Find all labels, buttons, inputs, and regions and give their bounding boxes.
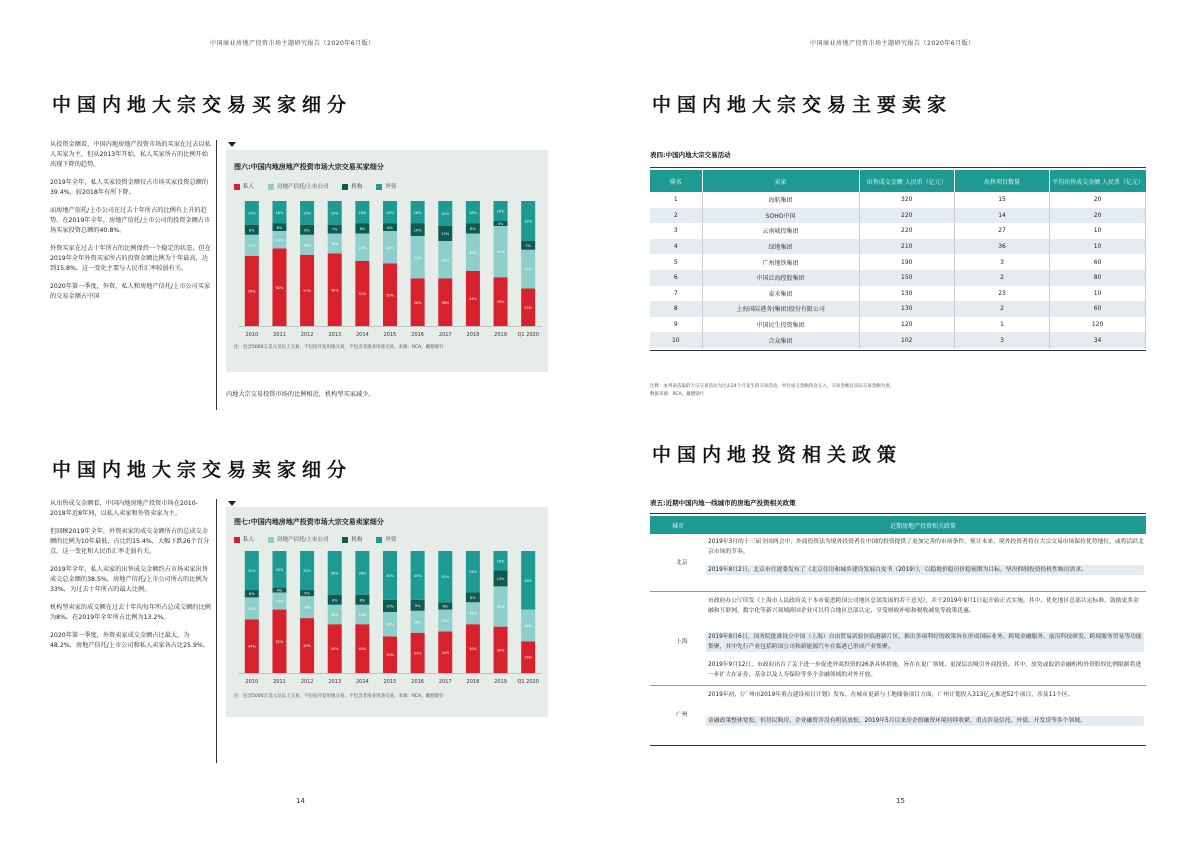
legend-label: 外资: [385, 537, 397, 543]
page-number-right: 15: [896, 797, 905, 805]
buyer-continuation: 内地大宗交易投资市场的比例相近，机构型买家减少。: [226, 391, 375, 398]
table-cell: 15: [954, 192, 1049, 208]
bar-value-label: 18%: [247, 606, 256, 611]
bar-value-label: 9%: [414, 603, 421, 608]
bar-value-label: 32%: [524, 219, 533, 224]
x-tick-label: 2019: [494, 332, 507, 338]
chart7-title: 图七:中国内地房地产投资市场大宗交易卖家细分: [234, 518, 384, 526]
chart7-note: 注：包含5000万美元及以上交易，不包括开发用地交易，不包含非商业用途交易。来源：RCA，戴德梁行: [234, 694, 444, 699]
table-cell: 320: [859, 192, 954, 208]
bar-value-label: 18%: [386, 210, 394, 215]
bar-value-label: 30%: [275, 567, 284, 572]
buyer-section-text: [50, 140, 212, 310]
table5-title: 表五:近期中国内地一线城市的房地产投资相关政策: [650, 499, 796, 507]
seller-section-text: [50, 499, 212, 659]
bar-value-label: 8%: [331, 598, 338, 603]
table-cell: 20: [1050, 208, 1146, 224]
chart7-panel: [226, 507, 548, 717]
table-cell: 27: [954, 223, 1049, 239]
x-tick-label: Q1 2020: [517, 332, 539, 338]
bar-value-label: 38%: [413, 300, 422, 305]
bar-value-label: 62%: [275, 285, 284, 290]
chart6-plot: [226, 195, 548, 345]
col-policy: 近期房地产投资相关政策: [890, 523, 957, 530]
running-header-right: 中国商业房地产投资市场主题研究报告（2020年6月版）: [810, 40, 975, 47]
bar-value-label: 18%: [469, 611, 477, 616]
table-cell: 7: [650, 286, 702, 302]
legend-foreign: [376, 535, 396, 543]
row-divider: [650, 685, 1146, 686]
table-row: [650, 254, 1146, 270]
table-row: [650, 239, 1146, 255]
col-rank: 排名: [650, 170, 702, 192]
x-tick-label: 2016: [411, 679, 425, 685]
legend-institution: [342, 535, 362, 543]
bar-value-label: 50%: [386, 293, 394, 298]
bar-value-label: 38%: [496, 648, 505, 653]
table-cell: 中国民生投资集团: [702, 317, 859, 333]
bar-value-label: 32%: [303, 569, 311, 574]
bar-value-label: 14%: [275, 238, 284, 243]
table-cell: 3: [954, 254, 1049, 270]
table-cell: 6: [650, 270, 702, 286]
bar-value-label: 16%: [358, 612, 367, 617]
policy-city-label: 广州: [676, 712, 688, 718]
bar-value-label: 45%: [303, 644, 311, 649]
table-cell: 云南城投集团: [702, 223, 859, 239]
bar-value-label: 5%: [304, 591, 310, 596]
buyer-paragraph: 而房地产信托/上市公司在过去十年所占的比例有上升的趋势，在2019年全年，房地产信托/上市公司的投资金额占市场买家投资总额的40.8%。: [50, 207, 211, 234]
table-row: [650, 208, 1146, 224]
buyer-section-heading: 中国内地大宗交易买家细分: [52, 94, 353, 116]
policy-item: 2019年3月的十三届全国两会中，外商投资法为境外投资者在中国的投资提供了更加完善的市场条件，预计未来，境外投资者将在大宗交易市场保持优势地位，或将活跃北京市场的节奏。: [708, 539, 1144, 555]
x-tick-label: 2015: [383, 679, 397, 685]
table-cell: 10: [1050, 239, 1146, 255]
table-cell: 10: [650, 332, 702, 348]
x-tick-label: 2018: [466, 332, 480, 338]
bar-value-label: 40%: [413, 573, 422, 578]
bar-value-label: 34%: [469, 570, 477, 575]
column-divider: [216, 499, 217, 763]
x-tick-label: 2015: [383, 332, 397, 338]
legend-swatch-icon: [342, 184, 348, 190]
legend-foreign: [376, 182, 396, 190]
bar-value-label: 36%: [358, 571, 367, 576]
table-cell: 泰禾集团: [702, 286, 859, 302]
x-tick-label: 2012: [300, 332, 314, 338]
bar-value-label: 26%: [524, 623, 533, 628]
legend-private: [234, 182, 254, 190]
bar-value-label: 16%: [330, 242, 339, 246]
buyer-paragraph: 外资买家在过去十年所占的比例保持一个稳定的状态，但在2019年全年外资买家所占的投资金额比例为十年最高，达到15.8%，这一变化主要与人民币汇率较弱有关。: [50, 245, 211, 272]
x-tick-label: 2011: [273, 332, 286, 338]
table4-note: 注释：本列表选取的大宗交易活动为过去24个月发生的交易活动，单位成交金额四舍五入，交易金额以实际交易金额为准。: [650, 384, 895, 389]
bar-value-label: 4%: [497, 222, 504, 226]
table5-top-rule: [650, 513, 1146, 514]
table-cell: 60: [1050, 254, 1146, 270]
table-cell: 2: [954, 301, 1049, 317]
top-sellers-heading: 中国内地大宗交易主要卖家: [652, 94, 953, 116]
table-cell: 190: [859, 254, 954, 270]
col-count: 出售项目数量: [954, 170, 1049, 192]
bar-value-label: 44%: [469, 297, 477, 301]
x-tick-label: 2013: [328, 679, 342, 685]
page-number-left: 14: [296, 797, 305, 805]
bar-value-label: 12%: [441, 232, 450, 236]
chart6-legend: [234, 182, 396, 190]
legend-reit: [268, 535, 328, 543]
bar-value-label: 13%: [496, 576, 505, 581]
table-cell: 5: [650, 254, 702, 270]
legend-swatch-icon: [268, 184, 274, 190]
bar-value-label: 18%: [303, 605, 311, 610]
bar-value-label: 8%: [304, 228, 310, 233]
bar-value-label: 34%: [441, 650, 450, 655]
table-cell: 10: [1050, 286, 1146, 302]
bar-value-label: 7%: [525, 243, 531, 248]
x-tick-label: 2010: [245, 332, 259, 338]
col-average: 平均出售成交金额 人民币（亿元）: [1050, 170, 1146, 192]
table-cell: 130: [859, 301, 954, 317]
table4-source: 数据来源：RCA，戴德梁行: [650, 392, 705, 397]
table-cell: 220: [859, 208, 954, 224]
legend-label: 私人: [243, 537, 255, 543]
bar-value-label: 18%: [358, 210, 367, 215]
bar-value-label: 36%: [330, 571, 339, 576]
chart7-plot: [226, 547, 548, 692]
table4-bottom-rule: [650, 350, 1146, 351]
table-cell: 3: [954, 332, 1049, 348]
legend-swatch-icon: [234, 184, 240, 190]
table-cell: 150: [859, 270, 954, 286]
bar-value-label: 19%: [330, 211, 339, 216]
bar-value-label: 6%: [442, 604, 449, 609]
bar-value-label: 26%: [386, 245, 394, 250]
table-cell: 80: [1050, 270, 1146, 286]
bar-value-label: 40%: [469, 647, 477, 652]
legend-label: 机构: [351, 184, 363, 190]
policy-heading: 中国内地投资相关政策: [652, 444, 903, 466]
bar-value-label: 57%: [303, 288, 311, 293]
chart6-note: 注：包含5000万美元及以上交易，不包括开发用地交易，不包含非商业用途交易。来源：RCA，戴德梁行: [234, 345, 444, 350]
bar-value-label: 16%: [330, 612, 339, 617]
policy-item: 金融政策整体宽松，但居民购房、企业融资并没有明显放松，2019年5月以来房企的融资环境持续收紧，重点涉及信托、外债、开发贷等多个领域。: [706, 716, 1144, 726]
x-tick-label: 2017: [438, 679, 452, 685]
table-cell: 2: [954, 270, 1049, 286]
x-tick-label: 2011: [273, 679, 286, 685]
table-row: [650, 286, 1146, 302]
x-tick-label: 2016: [411, 332, 425, 338]
table-cell: 60: [1050, 301, 1146, 317]
table-row: [650, 270, 1146, 286]
buyer-paragraph: 2020年第一季度，外资、私人和房地产信托/上市公司买家的交易金额占中国: [50, 283, 211, 300]
bar-value-label: 6%: [249, 592, 255, 597]
chart6-marker-icon: [228, 142, 236, 147]
legend-label: 房地产信托/上市公司: [277, 184, 329, 190]
bar-value-label: 8%: [359, 598, 366, 603]
x-tick-label: 2010: [245, 679, 259, 685]
table-cell: 中国泛海控股集团: [702, 270, 859, 286]
row-divider: [650, 591, 1146, 592]
table4-title: 表四:中国内地大宗交易活动: [650, 151, 731, 159]
col-seller: 卖家: [702, 170, 859, 192]
table-cell: 绿地集团: [702, 239, 859, 255]
x-tick-label: 2014: [355, 679, 369, 685]
table4: [650, 170, 1146, 348]
table-cell: 14: [954, 208, 1049, 224]
running-header-left: 中国商业房地产投资市场主题研究报告（2020年6月版）: [210, 40, 375, 47]
table-cell: 102: [859, 332, 954, 348]
table-cell: 4: [650, 239, 702, 255]
bar-value-label: 40%: [386, 573, 394, 578]
bar-value-label: 22%: [358, 245, 367, 250]
bar-value-label: 26%: [524, 655, 533, 660]
table-cell: 3: [650, 223, 702, 239]
bar-value-label: 40%: [358, 647, 367, 652]
bar-value-label: 14%: [275, 599, 284, 604]
table5-bottom-rule: [650, 745, 1146, 746]
bar-value-label: 30%: [386, 653, 394, 658]
bar-value-label: 32%: [247, 569, 256, 574]
table-row: [650, 192, 1146, 208]
legend-reit: [268, 182, 328, 190]
bar-value-label: 39%: [496, 300, 505, 305]
bar-value-label: 6%: [276, 225, 283, 230]
seller-paragraph: 2019年全年，私人卖家的出售成交金额约占市场卖家出售成交总金额的38.5%，房地产信托/上市公司所占的比例为33%，为过去十年所占的最大比例。: [50, 566, 209, 593]
table-cell: 130: [859, 286, 954, 302]
bar-value-label: 16%: [496, 209, 505, 214]
x-tick-label: 2012: [300, 679, 314, 685]
table-cell: 海航集团: [702, 192, 859, 208]
table-cell: 8: [650, 301, 702, 317]
x-tick-label: Q1 2020: [517, 679, 539, 685]
bar-value-label: 20%: [386, 622, 394, 627]
bar-value-label: 17%: [247, 243, 256, 248]
bar-value-label: 10%: [386, 604, 394, 609]
bar-value-label: 18%: [275, 210, 284, 215]
bar-value-label: 41%: [496, 250, 505, 255]
table4-top-rule: [650, 167, 1146, 168]
table-cell: 210: [859, 239, 954, 255]
bar-value-label: 56%: [247, 289, 256, 294]
bar-value-label: 18%: [441, 619, 450, 624]
table-cell: 广州地铁集团: [702, 254, 859, 270]
col-city: 城市: [672, 523, 685, 530]
bar-value-label: 33%: [413, 651, 422, 656]
x-tick-label: 2017: [438, 332, 452, 338]
bar-value-label: 30%: [469, 250, 477, 255]
table-cell: 23: [954, 286, 1049, 302]
bar-value-label: 8%: [359, 227, 366, 231]
seller-paragraph: 从出售成交金额看，中国内地房地产投资市场在2010-2018年近8年间，以私人卖家和外资卖家为主。: [50, 500, 198, 517]
seller-paragraph: 但回顾2019年全年，外资卖家的成交金额所占的总成交金额的比例为10年最低，占比约15.4%，大幅下跌26个百分点，这一变化和人民币汇率走弱有关。: [50, 528, 210, 555]
seller-section-heading: 中国内地大宗交易卖家细分: [52, 459, 353, 481]
bar-value-label: 48%: [524, 578, 533, 583]
bar-value-label: 7%: [331, 227, 338, 232]
bar-value-label: 30%: [441, 258, 450, 263]
table-cell: 1: [954, 317, 1049, 333]
bar-value-label: 58%: [330, 288, 339, 293]
table-cell: 36: [954, 239, 1049, 255]
bar-value-label: 42%: [441, 575, 450, 580]
table-row: [650, 301, 1146, 317]
table-row: [650, 332, 1146, 348]
bar-value-label: 19%: [247, 211, 256, 216]
legend-institution: [342, 182, 362, 190]
table-cell: 合众集团: [702, 332, 859, 348]
table-cell: 220: [859, 223, 954, 239]
table-cell: 1: [650, 192, 702, 208]
legend-private: [234, 535, 254, 543]
bar-value-label: 4%: [276, 588, 283, 593]
policy-city-label: 北京: [676, 560, 688, 566]
bar-value-label: 6%: [387, 225, 393, 230]
bar-value-label: 8%: [249, 228, 255, 233]
seller-paragraph: 机构型卖家的成交额在过去十年均每年所占总成交额的比例为8%，在2019年全年所占比例为13.2%。: [50, 604, 211, 621]
table-cell: 120: [1050, 317, 1146, 333]
bar-value-label: 19%: [303, 211, 311, 216]
bar-value-label: 20%: [441, 212, 450, 216]
bar-value-label: 8%: [470, 595, 476, 600]
table-cell: 120: [859, 317, 954, 333]
x-tick-label: 2019: [494, 679, 507, 685]
bar-value-label: 18%: [413, 620, 422, 625]
chart6-panel: [226, 150, 548, 372]
bar-value-label: 31%: [524, 267, 533, 272]
chart7-marker-icon: [228, 501, 236, 506]
policy-item: 2019年初，《广州市2019年重点建设项目计划》发布，在城市更新与土地储备项目方面，广州计划投入313亿元推进52个项目，涉及11个区。: [708, 692, 1074, 698]
legend-label: 房地产信托/上市公司: [277, 537, 329, 543]
table-cell: SOHO中国: [702, 208, 859, 224]
legend-swatch-icon: [376, 184, 382, 190]
chart7-legend: [234, 535, 396, 543]
table4-header-row: [650, 170, 1146, 192]
chart6-title: 图六:中国内地房地产投资市场大宗交易买家细分: [234, 163, 384, 171]
legend-label: 外资: [385, 184, 397, 190]
bar-value-label: 40%: [330, 647, 339, 652]
bar-value-label: 8%: [470, 227, 476, 231]
seller-paragraph: 2020年第一季度，外资卖家成交金额占比最大，为48.2%，房地产信托/上市公司和私人卖家各占比25.9%。: [50, 632, 209, 649]
policy-item: 2019年9月12日，市政府出台了关于进一步促进外商投资的26条具体措施，旨在在更广领域、更深层次吸引外商投资。其中，放宽或取消金融机构外资股权比例限制将进一步扩大在证券、基金以及人寿保险等多个金融领域的对外开放。: [708, 662, 1142, 678]
buyer-paragraph: 2019年全年，私人买家投资金额仅占市场买家投资总额的39.4%，较2018年有所下降。: [50, 179, 209, 196]
buyer-paragraph: 从投资金额看，中国内地房地产投资市场的买家在过去以私人买家为主，但从2013年开始，私人买家所占的比例开始出现下降的趋势。: [50, 141, 211, 168]
bar-value-label: 18%: [413, 210, 422, 215]
legend-label: 私人: [243, 184, 255, 190]
legend-swatch-icon: [342, 537, 348, 543]
x-tick-label: 2014: [355, 332, 369, 338]
table-cell: 34: [1050, 332, 1146, 348]
bar-value-label: 44%: [247, 644, 256, 649]
legend-swatch-icon: [234, 537, 240, 543]
bar-value-label: 16%: [303, 243, 311, 248]
bar-value-label: 30%: [524, 305, 533, 310]
bar-value-label: 18%: [469, 210, 477, 215]
legend-label: 机构: [351, 537, 363, 543]
legend-swatch-icon: [376, 537, 382, 543]
table-cell: 上海国际港务(集团)股份有限公司: [702, 301, 859, 317]
table-row: [650, 317, 1146, 333]
policy-item: 2019年8月6日，国务院批准设立中国（上海）自由贸易试验区临港新片区，推出多项利好的政策旨在形成国际业务、跨境金融服务、前沿科技研发、跨境服务贸易等功能集聚，其中先行产业包括跨国公司和新能源汽车在临港已形成产业集聚。: [706, 632, 1144, 652]
bar-value-label: 52%: [358, 292, 367, 296]
legend-swatch-icon: [268, 537, 274, 543]
col-amount: 出售成交金额 人民币（亿元）: [859, 170, 954, 192]
column-divider: [216, 140, 217, 410]
table-cell: 9: [650, 317, 702, 333]
policy-item: 2019年8月2日，北京市住建委发布了《北京住房和城乡建设发展白皮书（2019）》，以稳地价稳房价稳预期为目标，坚决抑制投资投机性购房需求。: [706, 565, 1144, 575]
bar-value-label: 10%: [413, 228, 422, 233]
x-tick-label: 2018: [466, 679, 480, 685]
table-row: [650, 223, 1146, 239]
policy-city-label: 上海: [676, 639, 688, 645]
table5-header: [650, 516, 1146, 534]
bar-value-label: 33%: [496, 605, 505, 610]
table-cell: 20: [1050, 192, 1146, 208]
policy-item: 市政府办公厅印发《上海市人民政府关于本市促进跨国公司地区总部发展的若干意见》，并于2019年9月1日起开始正式实施。其中，优化地区总部认定标准，鼓励更多金融和互联网、数字化等新兴领域跨国企业可以符合地区总部认定，享受财政补贴和税收减免等政策优惠。: [708, 598, 1139, 614]
table-cell: 10: [1050, 223, 1146, 239]
table-cell: 2: [650, 208, 702, 224]
bar-value-label: 52%: [275, 639, 284, 644]
bar-value-label: 34%: [413, 255, 422, 260]
x-tick-label: 2013: [328, 332, 342, 338]
bar-value-label: 38%: [441, 300, 450, 305]
bar-value-label: 16%: [496, 559, 505, 564]
